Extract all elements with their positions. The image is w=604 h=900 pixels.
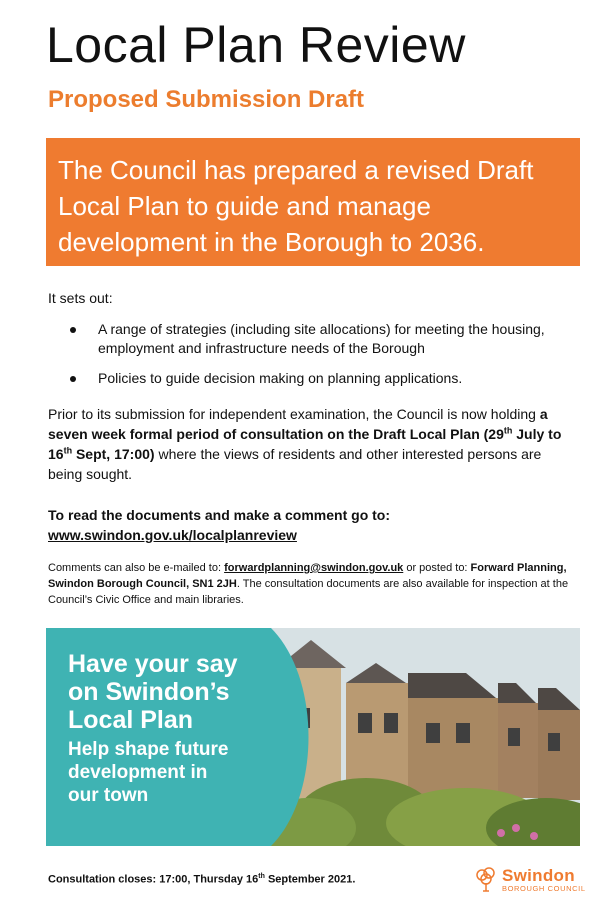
banner-line: The Council has prepared a revised Draft <box>58 155 534 185</box>
consultation-text: where the views of residents and other interested persons are being sought. <box>48 446 542 482</box>
ordinal-suffix: th <box>503 425 513 436</box>
hero-subheading: our town <box>68 785 149 806</box>
closes-text: Consultation closes: 17:00, Thursday 16 <box>48 873 259 886</box>
contact-text: Comments can also be e-mailed to: <box>48 562 225 574</box>
list-item-text: A range of strategies (including site allocations) for meeting the housing, employment and infrastructure needs of the Borough <box>98 321 545 356</box>
logo-subtitle: BOROUGH COUNCIL <box>502 884 586 893</box>
banner-line: Local Plan to guide and manage <box>58 191 431 221</box>
ordinal-suffix: th <box>63 445 73 456</box>
postal-address: Forward Planning, Swindon Borough Council, SN1 2JH <box>48 562 567 590</box>
period-text: a seven week formal period of consultation on the Draft Local Plan (29 <box>48 406 548 442</box>
banner-line: development in the Borough to 2036. <box>58 227 485 257</box>
summary-banner <box>46 138 580 266</box>
period-text: July to 16 <box>48 426 562 462</box>
contact-text: . The consultation documents are also available for inspection at the Council’s Civic Office and main libraries. <box>48 578 569 606</box>
cta-text: To read the documents and make a comment go to: <box>48 507 391 523</box>
consultation-text: Prior to its submission for independent examination, the Council is now holding <box>48 406 540 422</box>
contact-text: or posted to: <box>403 562 471 574</box>
hero-heading: on Swindon’s <box>68 678 230 706</box>
swindon-logo <box>474 866 586 896</box>
local-plan-link[interactable]: www.swindon.gov.uk/localplanreview <box>48 527 297 543</box>
ordinal-suffix: th <box>258 873 265 880</box>
page-subtitle: Proposed Submission Draft <box>48 86 365 113</box>
hero-heading: Have your say <box>68 650 238 678</box>
period-text: Sept, 17:00) <box>72 446 155 462</box>
hero-subheading: Help shape future <box>68 739 229 760</box>
hero-subheading: development in <box>68 762 208 783</box>
contact-details <box>48 560 580 608</box>
hero-text <box>68 650 238 807</box>
list-item-text: Policies to guide decision making on planning applications. <box>98 370 463 386</box>
bullet-icon <box>70 327 76 333</box>
bullet-icon <box>70 376 76 382</box>
list-item <box>48 320 588 358</box>
bullet-list <box>48 320 588 399</box>
hero-heading: Local Plan <box>68 706 194 734</box>
tree-icon <box>474 866 498 892</box>
logo-name: Swindon <box>502 866 575 885</box>
email-link[interactable]: forwardplanning@swindon.gov.uk <box>224 562 404 574</box>
consultation-closes <box>48 873 355 886</box>
have-your-say-banner <box>46 628 580 846</box>
call-to-action <box>48 505 390 545</box>
page-title: Local Plan Review <box>46 17 466 73</box>
consultation-paragraph <box>48 404 574 484</box>
intro-text: It sets out: <box>48 290 113 306</box>
list-item <box>48 369 588 388</box>
closes-text: September 2021. <box>264 873 356 886</box>
